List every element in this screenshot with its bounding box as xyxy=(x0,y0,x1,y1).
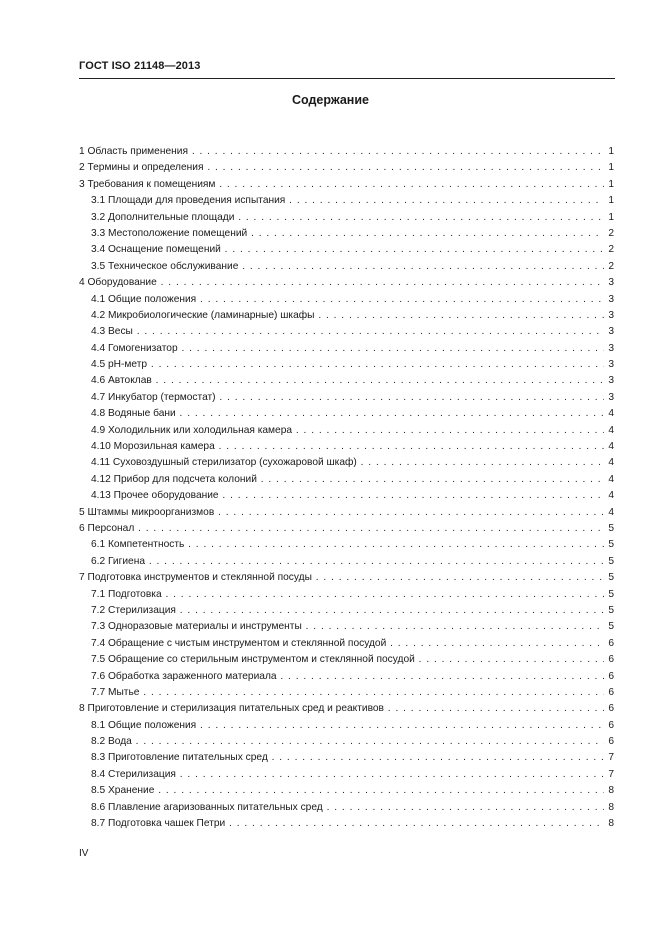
toc-entry-label: 4.8 Водяные бани . . . xyxy=(91,406,604,422)
toc-entry-page-number: 5 xyxy=(604,521,614,537)
toc-entry[interactable] xyxy=(91,439,614,455)
toc-entry-page-number: 3 xyxy=(604,341,614,357)
toc-entry-page-number: 1 xyxy=(604,193,614,209)
toc-entry[interactable] xyxy=(91,488,614,504)
toc-entry-label: 7.7 Мытье . . . xyxy=(91,685,604,701)
toc-entry[interactable] xyxy=(91,455,614,471)
toc-entry-page-number: 8 xyxy=(604,816,614,832)
toc-entry-label: 3.5 Техническое обслуживание . . . xyxy=(91,259,604,275)
toc-entry-page-number: 6 xyxy=(604,652,614,668)
toc-entry-page-number: 7 xyxy=(604,767,614,783)
toc-entry-label: 4.7 Инкубатор (термостат) . . . xyxy=(91,390,604,406)
toc-entry[interactable] xyxy=(79,160,614,176)
toc-entry-label: 4.10 Морозильная камера . . . xyxy=(91,439,604,455)
toc-entry-label: 2 Термины и определения . . . xyxy=(79,160,604,176)
toc-entry-label: 4.5 pH-метр . . . xyxy=(91,357,604,373)
toc-entry[interactable] xyxy=(79,521,614,537)
toc-entry-page-number: 1 xyxy=(604,160,614,176)
toc-entry-label: 3.1 Площади для проведения испытания . . . xyxy=(91,193,604,209)
toc-entry-page-number: 5 xyxy=(604,587,614,603)
toc-entry-page-number: 3 xyxy=(604,324,614,340)
toc-entry-page-number: 4 xyxy=(604,423,614,439)
toc-entry[interactable] xyxy=(91,292,614,308)
toc-entry-label: 7.6 Обработка зараженного материала . . . xyxy=(91,669,604,685)
toc-entry-label: 7.4 Обращение с чистым инструментом и стеклянной посудой . . . xyxy=(91,636,604,652)
toc-entry-page-number: 4 xyxy=(604,439,614,455)
toc-entry-label: 4.2 Микробиологические (ламинарные) шкафы . . . xyxy=(91,308,604,324)
toc-entry-page-number: 4 xyxy=(604,505,614,521)
toc-entry-page-number: 4 xyxy=(604,472,614,488)
toc-entry[interactable] xyxy=(91,750,614,766)
toc-entry[interactable] xyxy=(79,505,614,521)
toc-entry[interactable] xyxy=(79,144,614,160)
toc-entry-label: 3.4 Оснащение помещений . . . xyxy=(91,242,604,258)
toc-entry[interactable] xyxy=(79,177,614,193)
toc-entry-page-number: 3 xyxy=(604,308,614,324)
toc-entry[interactable] xyxy=(79,701,614,717)
toc-entry-page-number: 6 xyxy=(604,669,614,685)
toc-entry-label: 7.5 Обращение со стерильным инструментом и стеклянной посудой . . . xyxy=(91,652,604,668)
page-title: Содержание xyxy=(291,93,369,107)
toc-entry[interactable] xyxy=(79,570,614,586)
toc-entry-label: 6 Персонал . . . xyxy=(79,521,604,537)
toc-entry[interactable] xyxy=(91,324,614,340)
toc-entry-page-number: 4 xyxy=(604,488,614,504)
toc-entry-page-number: 4 xyxy=(604,406,614,422)
toc-entry-label: 8.4 Стерилизация . . . xyxy=(91,767,604,783)
toc-entry-label: 1 Область применения . . . xyxy=(79,144,604,160)
toc-entry[interactable] xyxy=(91,226,614,242)
toc-entry-label: 4.1 Общие положения . . . xyxy=(91,292,604,308)
toc-entry[interactable] xyxy=(91,242,614,258)
toc-entry-page-number: 5 xyxy=(604,554,614,570)
toc-entry-page-number: 7 xyxy=(604,750,614,766)
toc-entry[interactable] xyxy=(91,783,614,799)
toc-entry-page-number: 8 xyxy=(604,783,614,799)
page-folio: IV xyxy=(79,848,89,859)
toc-entry[interactable] xyxy=(79,275,614,291)
toc-entry-page-number: 5 xyxy=(604,619,614,635)
toc-entry[interactable] xyxy=(91,800,614,816)
toc-entry-page-number: 2 xyxy=(604,242,614,258)
toc-entry-label: 4.6 Автоклав . . . xyxy=(91,373,604,389)
toc-entry[interactable] xyxy=(91,816,614,832)
toc-entry-page-number: 5 xyxy=(604,570,614,586)
toc-entry[interactable] xyxy=(91,718,614,734)
toc-entry-page-number: 3 xyxy=(604,373,614,389)
toc-entry-label: 3.3 Местоположение помещений . . . xyxy=(91,226,604,242)
toc-entry-page-number: 5 xyxy=(604,603,614,619)
toc-entry[interactable] xyxy=(91,767,614,783)
toc-entry-page-number: 3 xyxy=(604,292,614,308)
toc-entry-label: 8 Приготовление и стерилизация питательных сред и реактивов . . . xyxy=(79,701,604,717)
toc-entry-page-number: 8 xyxy=(604,800,614,816)
toc-entry-page-number: 2 xyxy=(604,226,614,242)
toc-entry-label: 8.6 Плавление агаризованных питательных сред . . . xyxy=(91,800,604,816)
toc-entry[interactable] xyxy=(91,669,614,685)
toc-entry-page-number: 6 xyxy=(604,734,614,750)
toc-entry[interactable] xyxy=(91,734,614,750)
toc-entry-label: 8.7 Подготовка чашек Петри . . . xyxy=(91,816,604,832)
toc-entry-page-number: 4 xyxy=(604,455,614,471)
toc-entry-page-number: 6 xyxy=(604,636,614,652)
toc-entry-page-number: 5 xyxy=(604,537,614,553)
toc-entry-label: 8.5 Хранение . . . xyxy=(91,783,604,799)
toc-entry-label: 6.1 Компетентность . . . xyxy=(91,537,604,553)
toc-entry-label: 4.11 Суховоздушный стерилизатор (сухожаровой шкаф) . . . xyxy=(91,455,604,471)
toc-entry[interactable] xyxy=(91,210,614,226)
toc-entry[interactable] xyxy=(91,357,614,373)
toc-entry-label: 8.1 Общие положения . . . xyxy=(91,718,604,734)
toc-entry[interactable] xyxy=(91,308,614,324)
toc-entry[interactable] xyxy=(91,373,614,389)
toc-entry-page-number: 6 xyxy=(604,701,614,717)
toc-entry[interactable] xyxy=(91,193,614,209)
toc-entry-label: 7.1 Подготовка . . . xyxy=(91,587,604,603)
toc-entry-label: 4 Оборудование . . . xyxy=(79,275,604,291)
toc-entry-label: 4.9 Холодильник или холодильная камера . . . xyxy=(91,423,604,439)
toc-entry-label: 7 Подготовка инструментов и стеклянной посуды . . . xyxy=(79,570,604,586)
toc-entry-page-number: 3 xyxy=(604,357,614,373)
toc-entry-page-number: 6 xyxy=(604,685,614,701)
toc-entry-label: 5 Штаммы микроорганизмов . . . xyxy=(79,505,604,521)
toc-entry[interactable] xyxy=(91,537,614,553)
toc-entry-page-number: 3 xyxy=(604,275,614,291)
toc-entry-page-number: 3 xyxy=(604,390,614,406)
toc-entry[interactable] xyxy=(91,390,614,406)
toc-entry-label: 7.2 Стерилизация . . . xyxy=(91,603,604,619)
toc-entry-label: 7.3 Одноразовые материалы и инструменты . . . xyxy=(91,619,604,635)
toc-entry[interactable] xyxy=(91,259,614,275)
toc-entry[interactable] xyxy=(91,423,614,439)
toc-entry-label: 4.12 Прибор для подсчета колоний . . . xyxy=(91,472,604,488)
toc-entry-label: 8.3 Приготовление питательных сред . . . xyxy=(91,750,604,766)
toc-entry[interactable] xyxy=(91,341,614,357)
toc-entry[interactable] xyxy=(91,406,614,422)
toc-entry-label: 3.2 Дополнительные площади . . . xyxy=(91,210,604,226)
toc-entry-label: 6.2 Гигиена . . . xyxy=(91,554,604,570)
toc-entry[interactable] xyxy=(91,636,614,652)
toc-entry[interactable] xyxy=(91,587,614,603)
table-of-contents xyxy=(79,144,614,832)
toc-entry-label: 3 Требования к помещениям . . . xyxy=(79,177,604,193)
toc-entry-page-number: 6 xyxy=(604,718,614,734)
toc-entry-page-number: 2 xyxy=(604,259,614,275)
toc-entry-label: 4.13 Прочее оборудование . . . xyxy=(91,488,604,504)
toc-entry-label: 8.2 Вода . . . xyxy=(91,734,604,750)
header-rule xyxy=(79,78,615,79)
toc-entry-page-number: 1 xyxy=(604,144,614,160)
toc-entry-page-number: 1 xyxy=(604,177,614,193)
toc-entry[interactable] xyxy=(91,472,614,488)
toc-entry-label: 4.3 Весы . . . xyxy=(91,324,604,340)
toc-entry-label: 4.4 Гомогенизатор . . . xyxy=(91,341,604,357)
toc-entry[interactable] xyxy=(91,554,614,570)
toc-entry[interactable] xyxy=(91,603,614,619)
toc-entry[interactable] xyxy=(91,685,614,701)
toc-entry-page-number: 1 xyxy=(604,210,614,226)
toc-entry[interactable] xyxy=(91,619,614,635)
toc-entry[interactable] xyxy=(91,652,614,668)
standard-designation: ГОСТ ISO 21148—2013 xyxy=(79,60,201,72)
